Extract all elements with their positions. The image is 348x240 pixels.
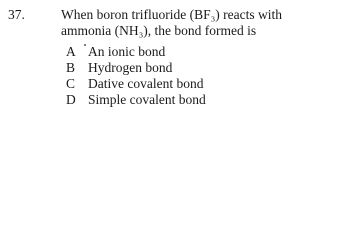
option-b	[66, 60, 206, 76]
stem-line: ammonia (NH₃), the bond formed is	[61, 22, 257, 38]
option-a	[66, 44, 206, 60]
question-number: 37.	[8, 7, 25, 22]
option-c	[66, 76, 206, 92]
option-text: Simple covalent bond	[88, 92, 206, 107]
stem-line: When boron trifluoride (BF₃) reacts with	[61, 7, 283, 22]
option-letter: A	[66, 44, 76, 59]
question-stem	[61, 7, 341, 38]
option-d	[66, 92, 206, 108]
question-block	[0, 0, 348, 116]
option-text: An ionic bond	[88, 44, 166, 59]
option-letter: D	[66, 92, 76, 107]
option-text: Dative covalent bond	[88, 76, 204, 91]
option-text: Hydrogen bond	[88, 60, 173, 75]
answer-options	[66, 44, 206, 108]
option-letter: B	[66, 60, 76, 75]
option-letter: C	[66, 76, 76, 91]
